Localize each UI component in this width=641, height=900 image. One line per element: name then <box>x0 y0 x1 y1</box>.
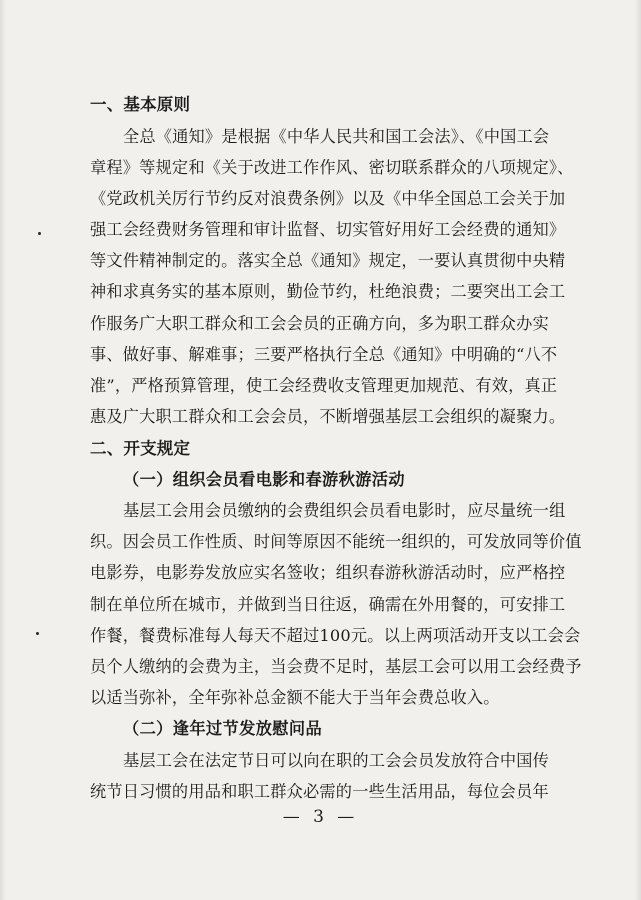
paragraph-line: 制在单位所在城市，并做到当日往返，确需在外用餐的，可安排工 <box>90 595 566 614</box>
paragraph-line: 电影券，电影券发放应实名签收；组织春游秋游活动时，应严格控 <box>90 563 566 582</box>
paragraph-line: 惠及广大职工群众和工会会员，不断增强基层工会组织的凝聚力。 <box>90 407 566 426</box>
page-number: — 3 — <box>282 807 359 827</box>
paragraph-line: 统节日习惯的用品和职工群众必需的一些生活用品，每位会员年 <box>90 782 549 801</box>
paragraph-line: 以适当弥补，全年弥补总金额不能大于当年会费总收入。 <box>90 688 500 707</box>
scan-shadow-right <box>635 0 641 900</box>
paragraph-line: 织。因会员工作性质、时间等原因不能统一组织的，可发放同等价值 <box>90 532 582 551</box>
paragraph-line: 基层工会用会员缴纳的会费组织会员看电影时，应尽量统一组 <box>123 501 566 520</box>
paragraph-line: 章程》等规定和《关于改进工作作风、密切联系群众的八项规定》、 <box>90 158 574 177</box>
section-heading-expense-rules: 二、开支规定 <box>90 439 191 458</box>
paragraph-line: 作餐，餐费标准每人每天不超过100元。以上两项活动开支以工会会 <box>90 626 581 645</box>
paragraph-line: 等文件精神制定的。落实全总《通知》规定，一要认真贯彻中央精 <box>90 251 566 270</box>
paragraph-line: 事、做好事、解难事；三要严格执行全总《通知》中明确的“八不 <box>90 345 558 364</box>
paragraph-line: 作服务广大职工群众和工会会员的正确方向，多为职工群众办实 <box>90 314 549 333</box>
paragraph-line: 神和求真务实的基本原则，勤俭节约，杜绝浪费；二要突出工会工 <box>90 282 566 301</box>
scan-shadow-left <box>0 0 6 900</box>
section-heading-basic-principles: 一、基本原则 <box>90 95 191 114</box>
subsection-heading-movies-outings: （一）组织会员看电影和春游秋游活动 <box>123 470 405 489</box>
paragraph-line: 强工会经费财务管理和审计监督、切实管好用好工会经费的通知》 <box>90 220 566 239</box>
scan-speck <box>38 232 41 235</box>
paragraph-line: 全总《通知》是根据《中华人民共和国工会法》、《中国工会 <box>123 127 550 146</box>
paragraph-line: 《党政机关厉行节约反对浪费条例》以及《中华全国总工会关于加 <box>90 189 566 208</box>
scan-speck <box>36 632 39 635</box>
subsection-heading-holiday-gifts: （二）逢年过节发放慰问品 <box>123 719 323 738</box>
paragraph-line: 准”，严格预算管理，使工会经费收支管理更加规范、有效，真正 <box>90 376 558 395</box>
paragraph-line: 员个人缴纳的会费为主，当会费不足时，基层工会可以用工会经费予 <box>90 657 582 676</box>
paragraph-line: 基层工会在法定节日可以向在职的工会会员发放符合中国传 <box>123 751 550 770</box>
